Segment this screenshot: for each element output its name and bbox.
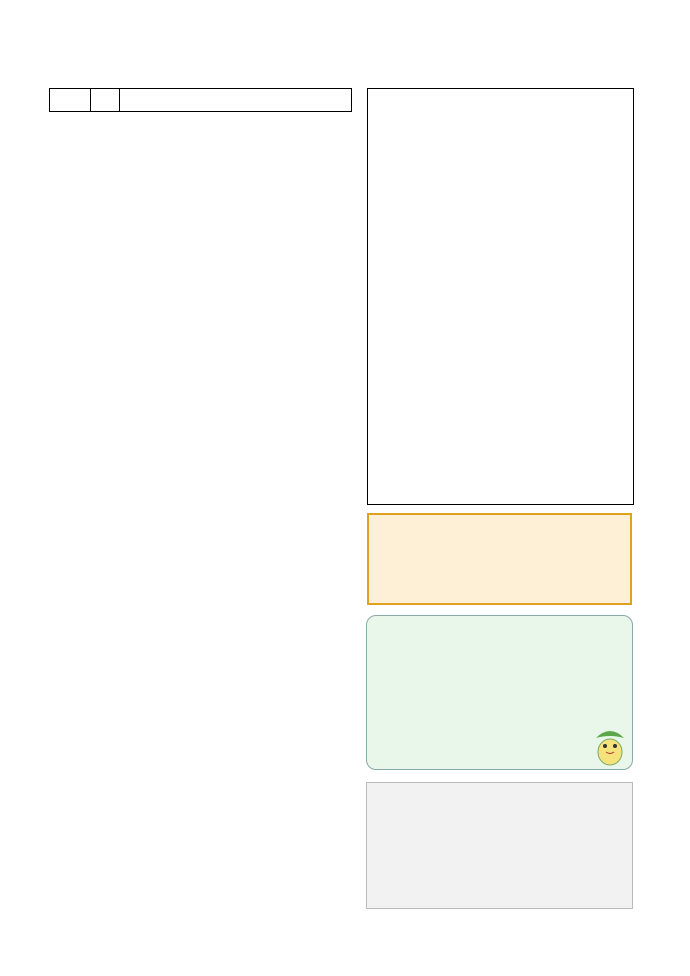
october-calendar xyxy=(49,88,352,112)
col-weekday xyxy=(91,89,120,112)
col-day xyxy=(50,89,91,112)
pickup-request xyxy=(366,782,633,909)
col-event xyxy=(120,89,352,112)
november-notice xyxy=(367,513,632,605)
mascot-illustration xyxy=(590,724,630,766)
november-schedule xyxy=(367,88,634,505)
